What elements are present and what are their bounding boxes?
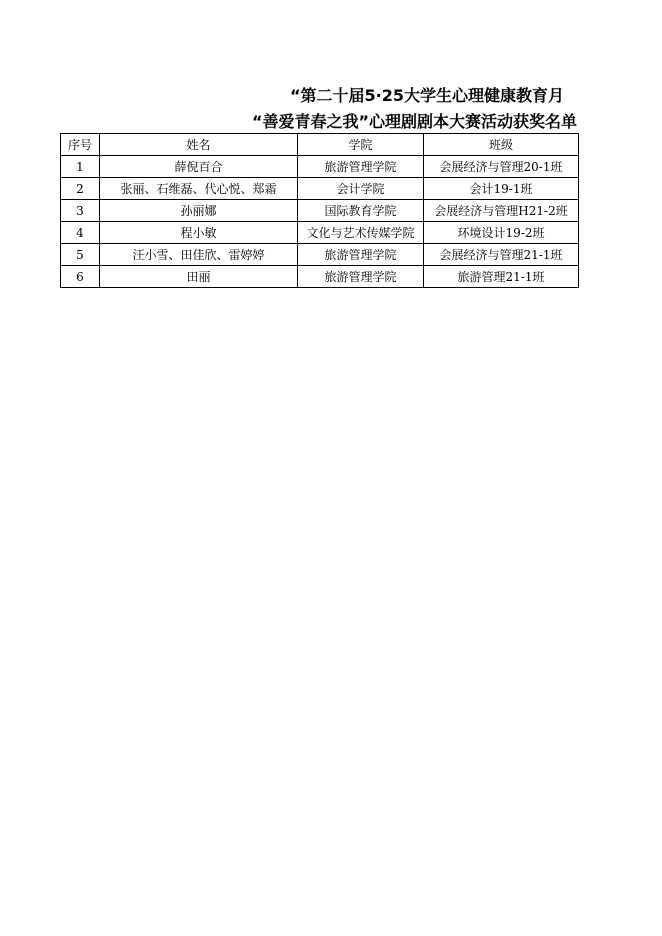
cell-name: 田丽 — [100, 266, 298, 288]
award-list-table — [60, 133, 579, 288]
cell-college: 会计学院 — [298, 178, 424, 200]
header-number: 序号 — [61, 134, 100, 156]
cell-class: 会展经济与管理21-1班 — [424, 244, 579, 266]
cell-name: 张丽、石维磊、代心悦、郑霜 — [100, 178, 298, 200]
table-row — [61, 244, 579, 266]
table-row — [61, 156, 579, 178]
page-title-line-2: “善爱青春之我”心理剧剧本大赛活动获奖名单 — [252, 112, 578, 131]
cell-number: 1 — [61, 156, 100, 178]
cell-class: 会展经济与管理20-1班 — [424, 156, 579, 178]
cell-name: 程小敏 — [100, 222, 298, 244]
cell-number: 4 — [61, 222, 100, 244]
cell-number: 3 — [61, 200, 100, 222]
cell-name: 孙丽娜 — [100, 200, 298, 222]
cell-class: 会计19-1班 — [424, 178, 579, 200]
table-row — [61, 178, 579, 200]
cell-name: 汪小雪、田佳欣、雷婷婷 — [100, 244, 298, 266]
cell-class: 旅游管理21-1班 — [424, 266, 579, 288]
table-row — [61, 200, 579, 222]
cell-number: 6 — [61, 266, 100, 288]
table-row — [61, 266, 579, 288]
header-class: 班级 — [424, 134, 579, 156]
cell-college: 文化与艺术传媒学院 — [298, 222, 424, 244]
cell-college: 国际教育学院 — [298, 200, 424, 222]
cell-class: 会展经济与管理H21-2班 — [424, 200, 579, 222]
cell-class: 环境设计19-2班 — [424, 222, 579, 244]
cell-college: 旅游管理学院 — [298, 266, 424, 288]
header-college: 学院 — [298, 134, 424, 156]
header-name: 姓名 — [100, 134, 298, 156]
table-row — [61, 222, 579, 244]
cell-college: 旅游管理学院 — [298, 156, 424, 178]
page-title-line-1: “第二十届5·25大学生心理健康教育月 — [290, 86, 564, 105]
cell-number: 5 — [61, 244, 100, 266]
cell-name: 薛倪百合 — [100, 156, 298, 178]
cell-number: 2 — [61, 178, 100, 200]
table-header-row — [61, 134, 579, 156]
cell-college: 旅游管理学院 — [298, 244, 424, 266]
